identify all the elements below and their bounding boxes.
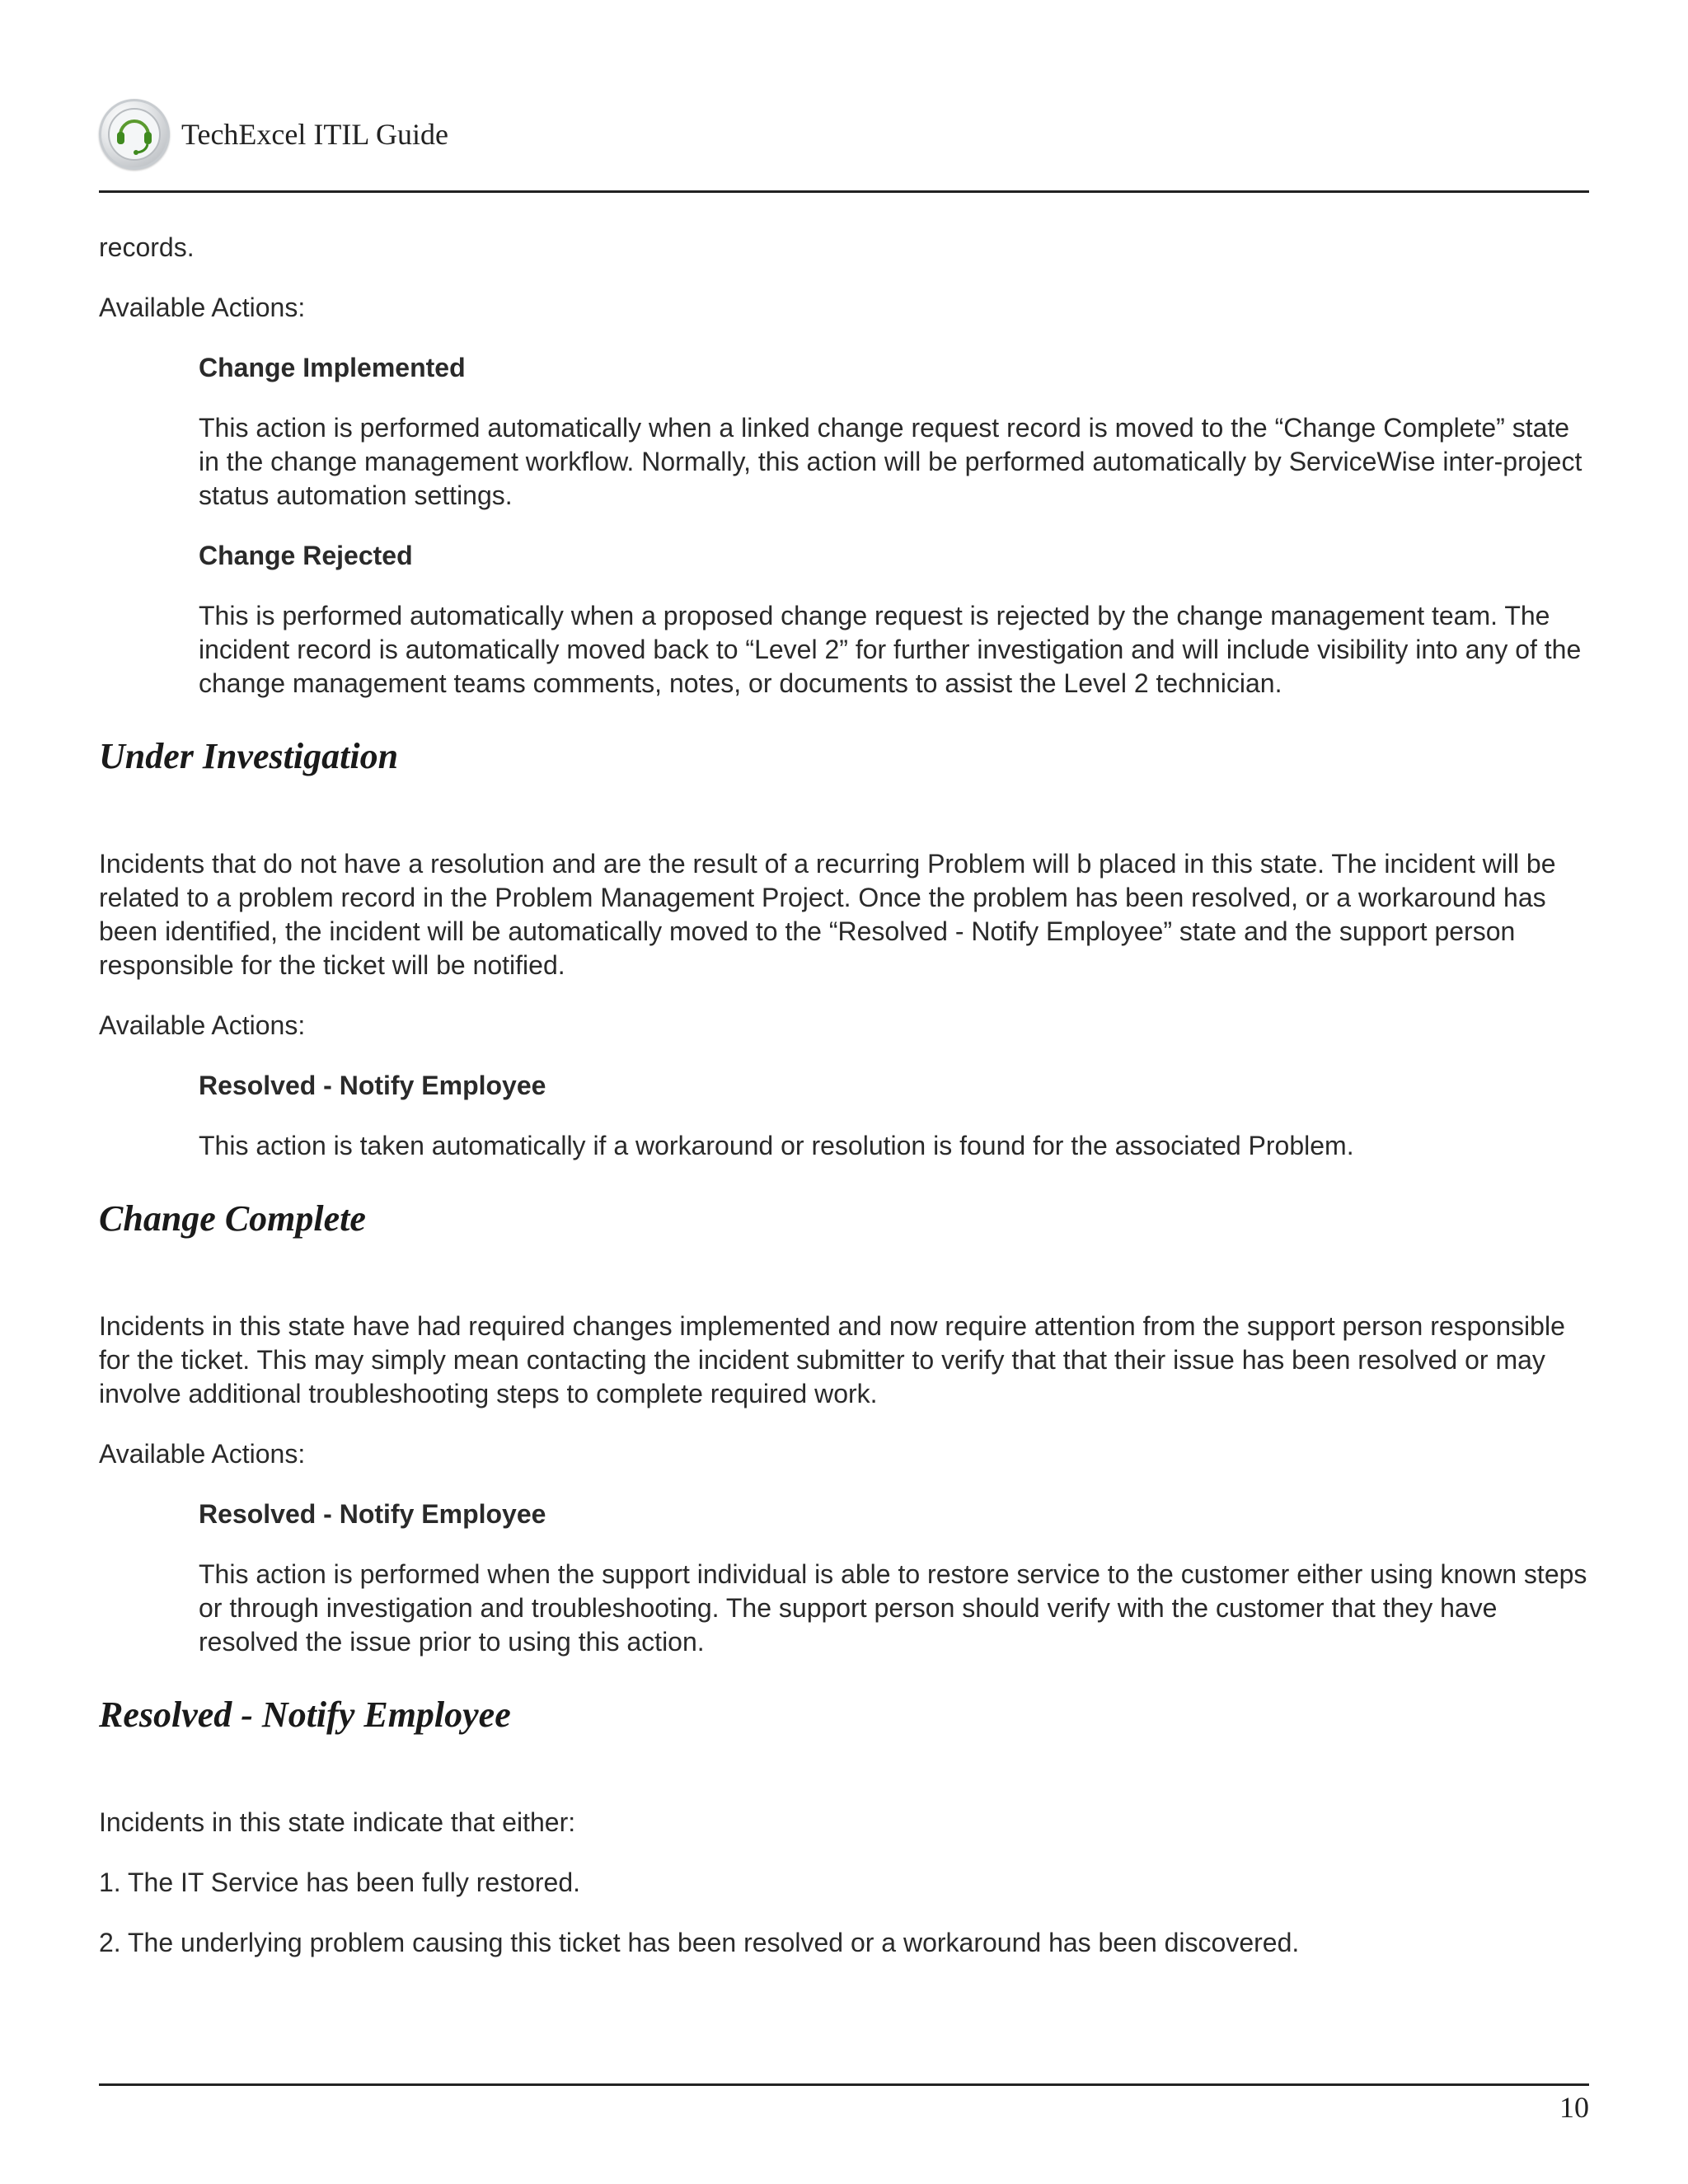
action-name: Resolved - Notify Employee <box>199 1499 546 1529</box>
list-item: 1. The IT Service has been fully restored. <box>99 1868 581 1897</box>
header-divider <box>99 190 1589 193</box>
action-name: Resolved - Notify Employee <box>199 1071 546 1100</box>
list-item: 2. The underlying problem causing this ticket has been resolved or a workaround has been discovered. <box>99 1928 1300 1957</box>
document-title: TechExcel ITIL Guide <box>181 118 448 151</box>
section-body: Incidents in this state have had required changes implemented and now require attention from the support person responsible for the ticket. This may simply mean contacting the incident submitter to verify that that their issue has been resolved or may involve additional troubleshooting steps to complete required work. <box>99 1311 1565 1408</box>
action-description: This is performed automatically when a proposed change request is rejected by the change management team. The incident record is automatically moved back to “Level 2” for further investigation and will include visibility into any of the change management teams comments, notes, or documents to assist the Level 2 technician. <box>199 601 1582 698</box>
available-actions-label: Available Actions: <box>99 293 306 322</box>
available-actions-label: Available Actions: <box>99 1010 306 1040</box>
action-description: This action is performed automatically when a linked change request record is moved to the “Change Complete” state in the change management workflow. Normally, this action will be performed automatically by ServiceWise inter-project status automation settings. <box>199 413 1582 510</box>
action-name: Change Implemented <box>199 353 466 382</box>
page-number: 10 <box>1559 2091 1589 2124</box>
action-description: This action is taken automatically if a workaround or resolution is found for the associated Problem. <box>199 1131 1354 1160</box>
page-content <box>99 231 1589 1986</box>
page-header <box>99 97 1589 188</box>
section-body: Incidents in this state indicate that either: <box>99 1807 576 1837</box>
section-heading: Resolved - Notify Employee <box>99 1694 511 1735</box>
action-name: Change Rejected <box>199 541 413 570</box>
section-body: Incidents that do not have a resolution and are the result of a recurring Problem will b placed in this state. The incident will be related to a problem record in the Problem Management Project. Once the problem has been resolved, or a workaround has been identified, the incident will be automatically moved to the “Resolved - Notify Employee” state and the support person responsible for the ticket will be notified. <box>99 849 1556 980</box>
headset-support-icon <box>99 99 170 170</box>
section-heading: Change Complete <box>99 1198 366 1239</box>
footer-divider <box>99 2083 1589 2086</box>
section-heading: Under Investigation <box>99 736 399 776</box>
available-actions-label: Available Actions: <box>99 1439 306 1469</box>
continuation-text: records. <box>99 232 195 262</box>
action-description: This action is performed when the support individual is able to restore service to the customer either using known steps or through investigation and troubleshooting. The support person should verify with the customer that they have resolved the issue prior to using this action. <box>199 1559 1587 1657</box>
